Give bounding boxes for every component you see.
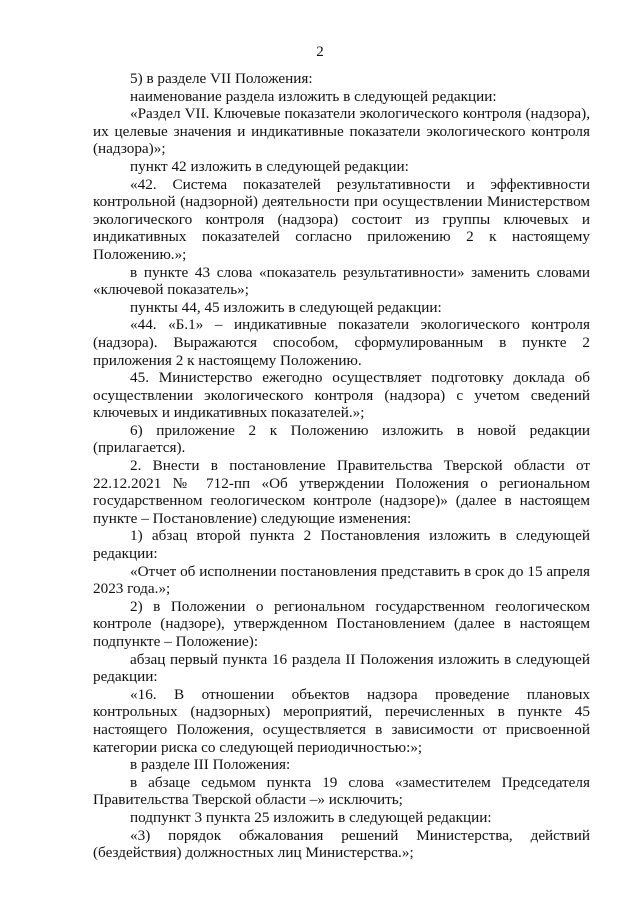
paragraph-resolution-712: 2. Внести в постановление Правительства Тверской области от 22.12.2021 № 712-пп «Об утверждении Положения о региональном государственном геологическом контроле (надзоре)» (далее в настоящем пункте – Постановление) следующие изменения: <box>93 457 590 527</box>
paragraph-item-43: в пункте 43 слова «показатель результативности» заменить словами «ключевой показатель»; <box>93 263 590 299</box>
paragraph-section-vii-title: «Раздел VII. Ключевые показатели экологического контроля (надзора), их целевые значения и индикативные показатели экологического контроля (надзора)»; <box>93 105 590 158</box>
paragraph-section-title-edit: наименование раздела изложить в следующей редакции: <box>130 87 497 105</box>
paragraph-section-iii: в разделе III Положения: <box>130 756 291 774</box>
paragraph-item-25-subitem-3: «3) порядок обжалования решений Министерства, действий (бездействия) должностных лиц Министерства.»; <box>93 826 590 862</box>
document-body <box>93 70 590 862</box>
paragraph-item-16-edit: абзац первый пункта 16 раздела II Положения изложить в следующей редакции: <box>93 650 590 686</box>
paragraph-item-19: в абзаце седьмом пункта 19 слова «заместителем Председателя Правительства Тверской области –» исключить; <box>93 773 590 809</box>
paragraph-section-vii: 5) в разделе VII Положения: <box>130 70 313 87</box>
paragraph-report-deadline: «Отчет об исполнении постановления представить в срок до 15 апреля 2023 года.»; <box>93 562 590 598</box>
paragraph-item-42: «42. Система показателей результативности и эффективности контрольной (надзорной) деятельности при осуществлении Министерством экологического контроля (надзора) состоит из группы ключевых и индикативных показателей согласно приложению 2 к настоящему Положению.»; <box>93 175 590 263</box>
paragraph-item-25-edit: подпункт 3 пункта 25 изложить в следующей редакции: <box>130 808 492 826</box>
paragraph-item-16: «16. В отношении объектов надзора проведение плановых контрольных (надзорных) мероприятий, перечисленных в пункте 45 настоящего Положения, осуществляется в зависимости от присвоенной категории риска со следующей периодичностью:»; <box>93 685 590 756</box>
page-number: 2 <box>316 44 324 60</box>
paragraph-item-45: 45. Министерство ежегодно осуществляет подготовку доклада об осуществлении экологического контроля (надзора) с учетом сведений ключевых и индикативных показателей.»; <box>93 369 590 422</box>
paragraph-item-44: «44. «Б.1» – индикативные показатели экологического контроля (надзора). Выражаются способом, сформулированным в пункте 2 приложения 2 к настоящему Положению. <box>93 316 590 369</box>
paragraph-appendix-2: 6) приложение 2 к Положению изложить в новой редакции (прилагается). <box>93 421 590 457</box>
paragraph-items-44-45-edit: пункты 44, 45 изложить в следующей редакции: <box>130 298 442 316</box>
paragraph-item-2-edit: 1) абзац второй пункта 2 Постановления изложить в следующей редакции: <box>93 527 590 563</box>
paragraph-regulation: 2) в Положении о региональном государственном геологическом контроле (надзоре), утвержденном Постановлением (далее в настоящем подпункте – Положение): <box>93 597 590 650</box>
paragraph-item-42-edit: пункт 42 изложить в следующей редакции: <box>130 157 409 175</box>
